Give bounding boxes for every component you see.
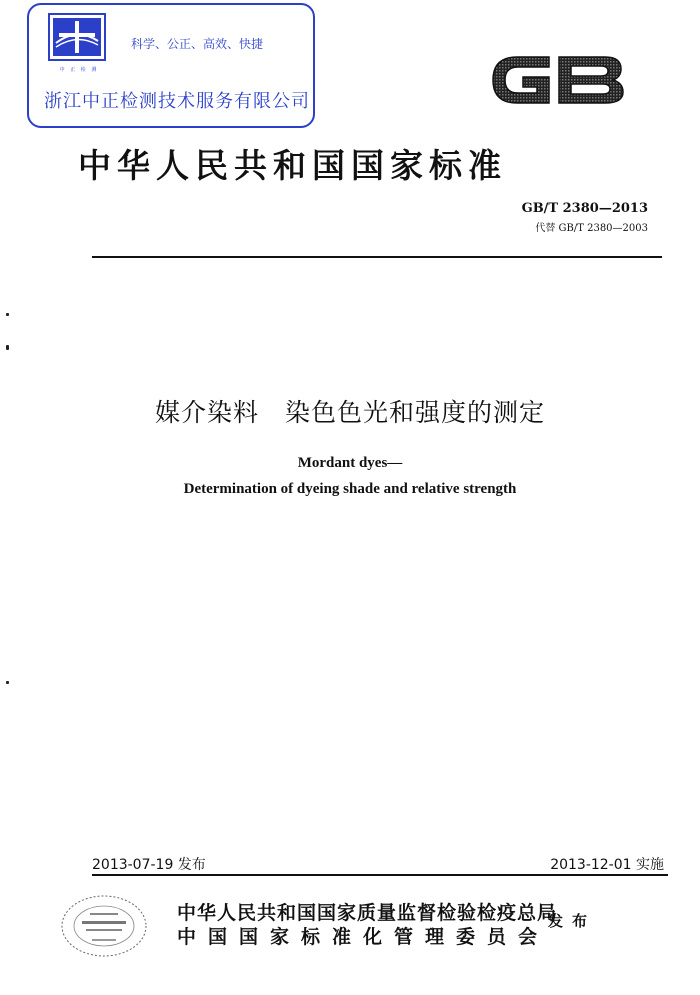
margin-mark [6,313,9,316]
issuing-authority-2: 中国国家标准化管理委员会 [177,926,550,948]
gb-logo-icon [487,43,627,117]
replaces-code: 代替 GB/T 2380—2003 [535,223,648,234]
footer-divider [92,874,668,876]
document-title-en-line2: Determination of dyeing shade and relative strength [183,481,517,497]
standard-title: 中华人民共和国国家标准 [78,146,507,185]
company-slogan: 科学、公正、高效、快捷 [131,37,264,51]
header-divider [92,256,662,258]
document-title-cn: 媒介染料 染色色光和强度的测定 [154,398,545,427]
issue-date: 2013-07-19 发布 [92,857,206,873]
margin-mark [6,681,9,684]
document-title-en-line1: Mordant dyes— [297,455,403,471]
standard-code: GB/T 2380—2013 [521,201,648,216]
margin-mark [6,345,9,350]
certification-seal-icon [58,893,150,959]
implement-date: 2013-12-01 实施 [550,857,664,873]
issuing-authority-1: 中华人民共和国国家质量监督检验检疫总局 [177,902,558,924]
publish-label: 发布 [548,912,597,930]
company-name: 浙江中正检测技术服务有限公司 [44,91,310,112]
company-logo-icon [48,13,106,61]
company-logo-caption: 中 正 检 测 [59,67,99,73]
